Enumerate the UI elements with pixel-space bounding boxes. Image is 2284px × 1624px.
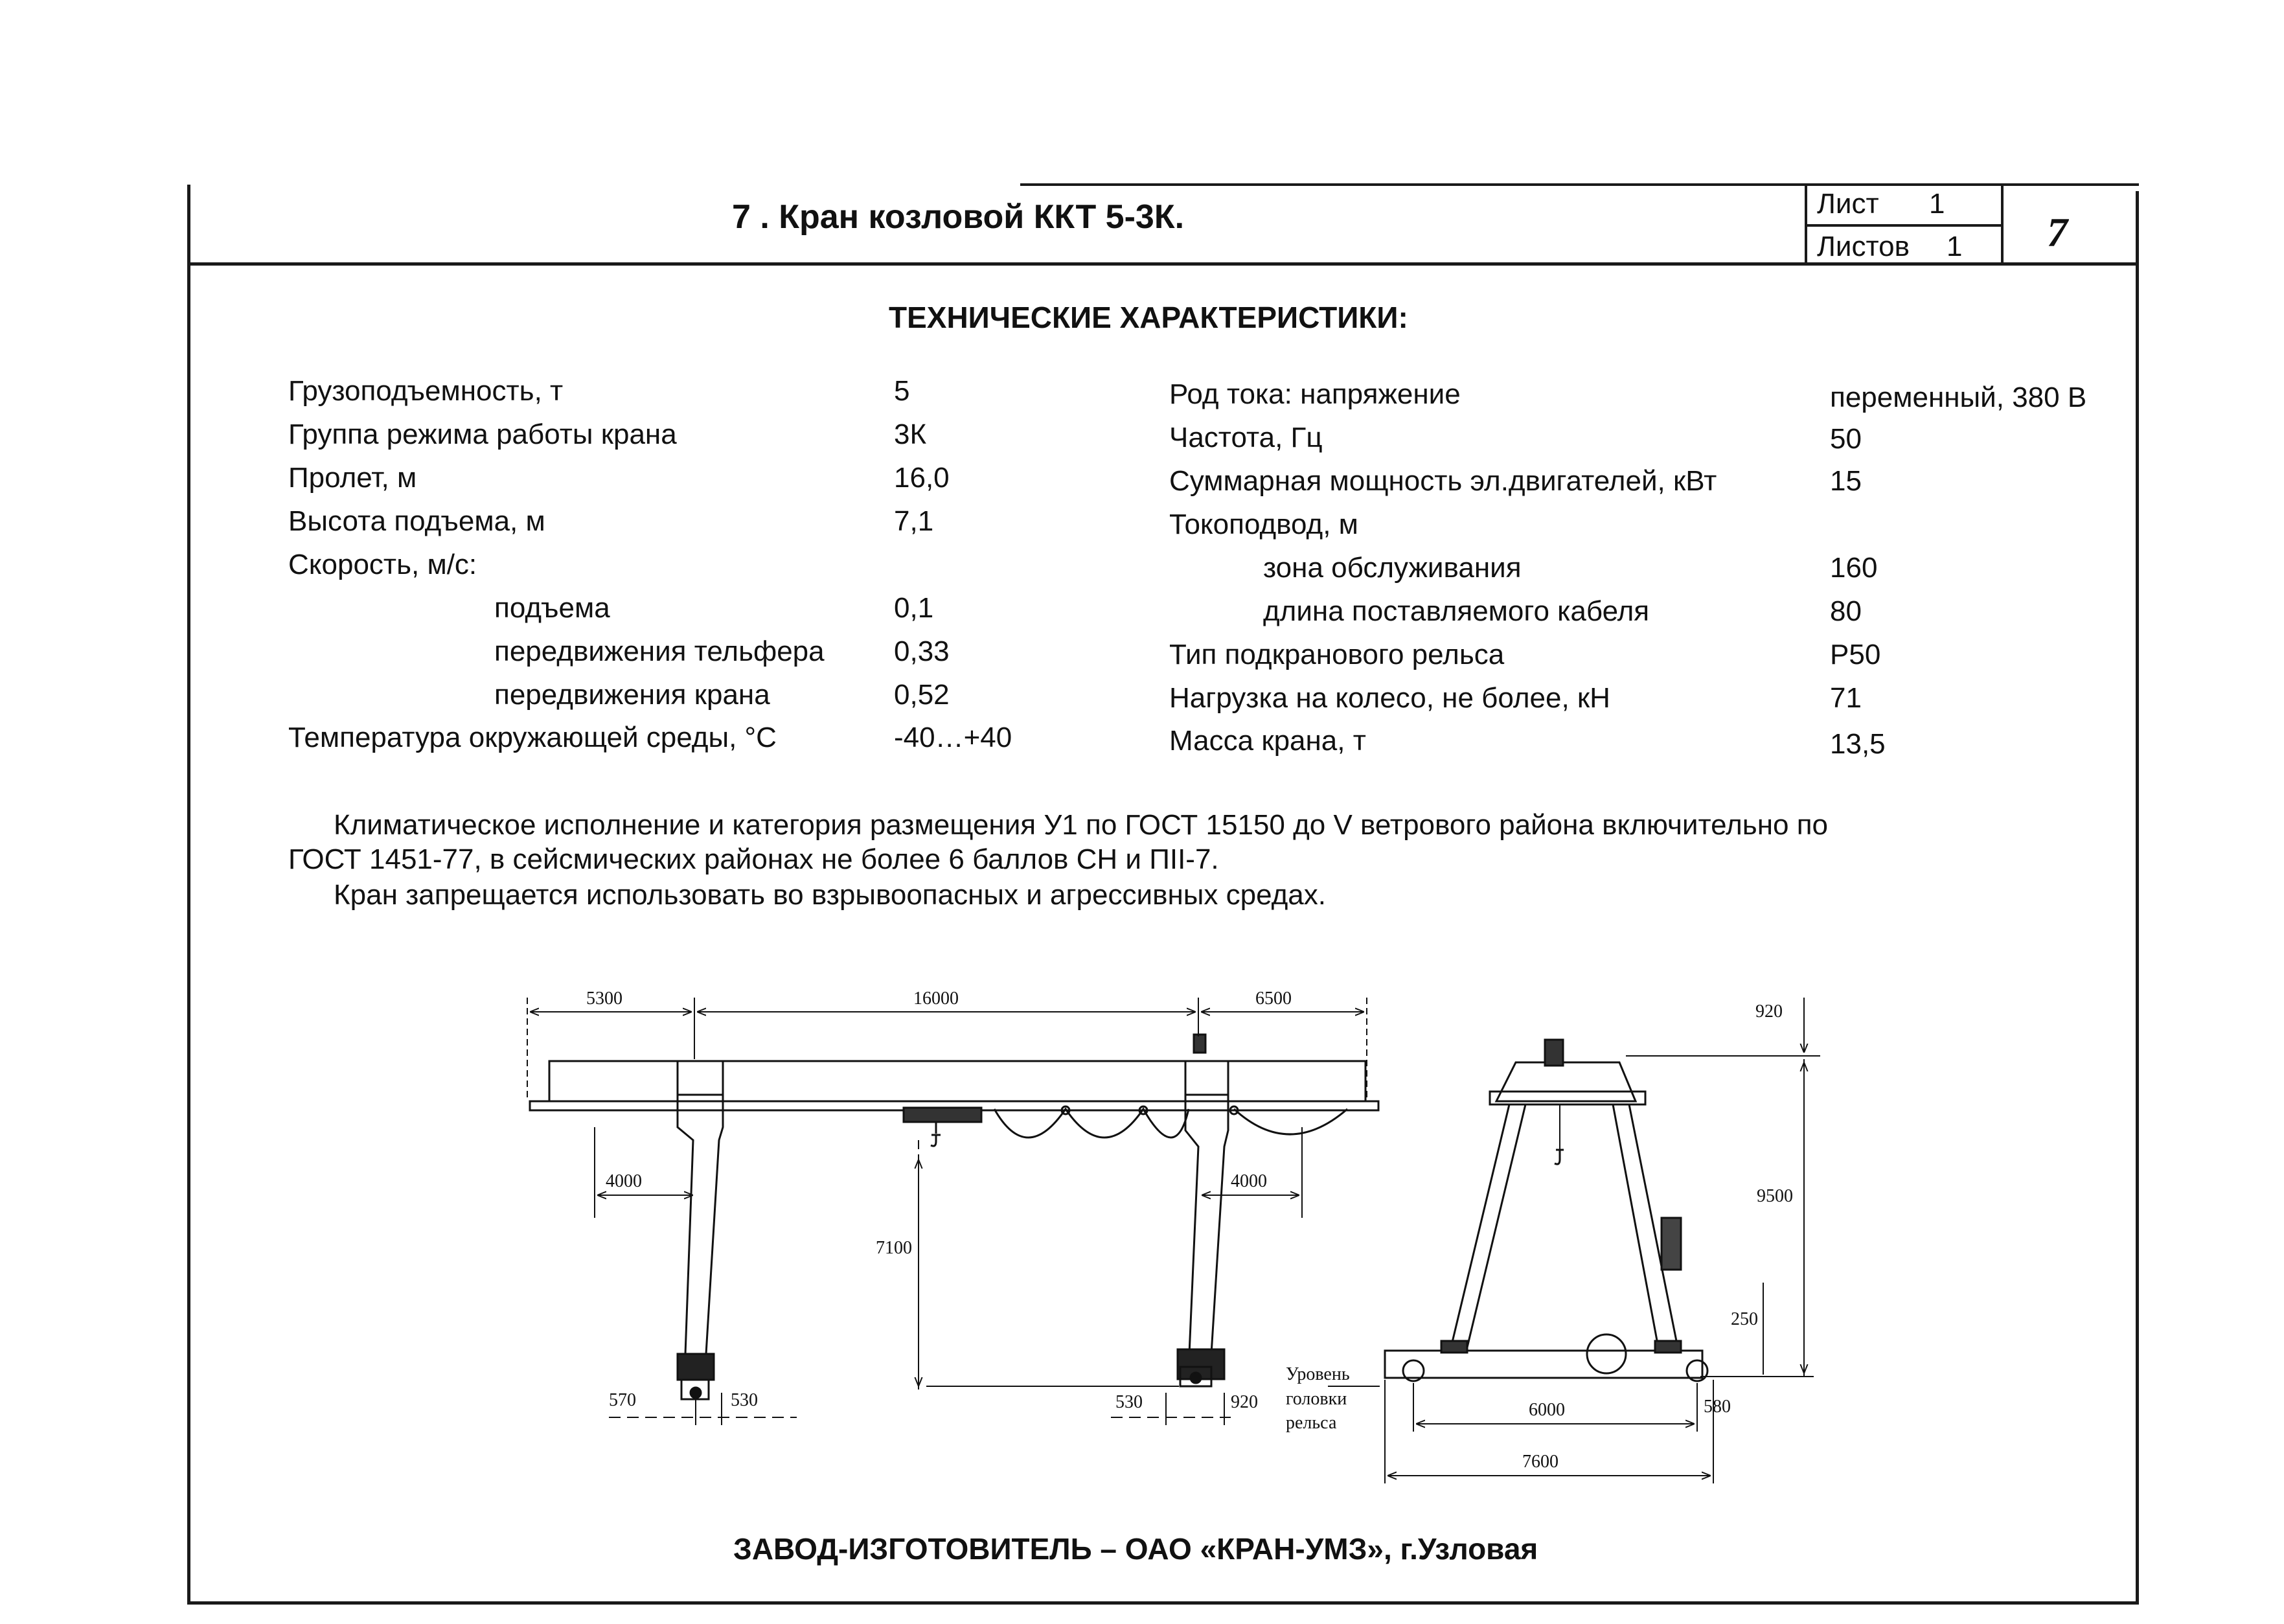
right-wheel-hub: [1191, 1373, 1201, 1383]
spec-left-label: Группа режима работы крана: [288, 418, 677, 450]
left-bogie: [678, 1354, 714, 1380]
side-top-plate: [1490, 1092, 1645, 1104]
dim-left-wheel-b: 530: [731, 1390, 758, 1410]
side-cable-drum: [1662, 1218, 1681, 1270]
dim-right-cantilever: 6500: [1255, 989, 1292, 1009]
spec-left-label: передвижения крана: [494, 679, 770, 711]
spec-right-value: 80: [1830, 595, 1862, 627]
spec-left-value: 0,33: [894, 635, 950, 667]
spec-right-label: Род тока: напряжение: [1169, 378, 1461, 410]
side-view: [1385, 1040, 1707, 1381]
spec-right-value: 71: [1830, 682, 1862, 714]
sheets-value: 1: [1947, 231, 1963, 262]
sheet-number: 7: [2047, 209, 2068, 255]
left-wheel-hub: [691, 1388, 701, 1398]
spec-right-label: Нагрузка на колесо, не более, кН: [1169, 682, 1610, 714]
dim-span: 16000: [913, 989, 959, 1009]
dim-left-cantilever: 5300: [586, 989, 622, 1009]
sheet-value: 1: [1929, 188, 1945, 220]
spec-left-label: Температура окружающей среды, °С: [288, 722, 777, 753]
spec-left-value: 16,0: [894, 462, 950, 494]
left-leg: [678, 1061, 723, 1354]
spec-right-value: Р50: [1830, 639, 1881, 670]
dim-top-offset: 920: [1755, 1001, 1783, 1022]
spec-left-value: 0,52: [894, 679, 950, 711]
dim-wheel-base: 6000: [1529, 1400, 1565, 1420]
hoist-trolley: [904, 1108, 981, 1122]
dim-right-wheel-b: 920: [1231, 1392, 1258, 1412]
spec-left-label: подъема: [494, 592, 610, 624]
side-leg-foot: [1655, 1341, 1681, 1353]
rail-label-line-2: головки: [1286, 1389, 1347, 1409]
side-cable-reel: [1587, 1334, 1626, 1373]
cable-festoon: [994, 1109, 1189, 1138]
spec-right-value: 13,5: [1830, 728, 1886, 760]
side-hoist-motor: [1545, 1040, 1563, 1066]
rail-label-line-3: рельса: [1286, 1413, 1337, 1433]
top-cab: [1194, 1035, 1205, 1053]
spec-left-value: -40…+40: [894, 722, 1012, 753]
right-leg: [1185, 1061, 1228, 1354]
cable-festoon-right: [1234, 1109, 1347, 1134]
spec-left-label: Скорость, м/с:: [288, 549, 477, 580]
spec-right-label: Масса крана, т: [1169, 725, 1366, 757]
spec-left-label: передвижения тельфера: [494, 635, 825, 667]
specs-title: ТЕХНИЧЕСКИЕ ХАРАКТЕРИСТИКИ:: [889, 301, 1408, 334]
rail-label-line-1: Уровень: [1286, 1364, 1350, 1384]
spec-left-value: 7,1: [894, 505, 934, 537]
spec-right-label: Токоподвод, м: [1169, 509, 1358, 540]
spec-left-value: 3К: [894, 418, 927, 450]
front-view: [530, 1035, 1378, 1399]
note-line-1: Климатическое исполнение и категория размещения У1 по ГОСТ 15150 до V ветрового района включительно по: [334, 809, 1829, 841]
spec-right-value: 15: [1830, 465, 1862, 497]
dim-rail-height: 250: [1731, 1309, 1758, 1329]
dim-right-wheel-a: 530: [1115, 1392, 1143, 1412]
page-title: 7 . Кран козловой ККТ 5-3К.: [732, 198, 1185, 236]
dim-overall-base: 7600: [1522, 1452, 1559, 1472]
spec-right-label: длина поставляемого кабеля: [1263, 595, 1650, 627]
manufacturer-footer: ЗАВОД-ИЗГОТОВИТЕЛЬ – ОАО «КРАН-УМЗ», г.Узловая: [733, 1532, 1538, 1566]
spec-right-label: зона обслуживания: [1263, 552, 1522, 584]
sheet-label: Лист: [1817, 188, 1879, 220]
side-base-frame: [1385, 1351, 1702, 1378]
side-top-beam: [1496, 1062, 1636, 1101]
dim-right-reach: 4000: [1231, 1171, 1267, 1191]
spec-left-value: 0,1: [894, 592, 934, 624]
spec-left-value: 5: [894, 375, 910, 407]
side-left-leg: [1451, 1104, 1525, 1347]
side-leg-foot: [1441, 1341, 1467, 1353]
note-line-2: ГОСТ 1451-77, в сейсмических районах не более 6 баллов СН и ПII-7.: [288, 843, 1219, 875]
hoist-hook: [931, 1122, 941, 1146]
sheets-label: Листов: [1817, 231, 1910, 262]
dim-left-reach: 4000: [606, 1171, 642, 1191]
dim-lift-height: 7100: [876, 1238, 912, 1258]
spec-right-label: Тип подкранового рельса: [1169, 639, 1505, 670]
girder-top: [549, 1061, 1365, 1101]
spec-right-label: Частота, Гц: [1169, 422, 1323, 453]
spec-right-value: 50: [1830, 423, 1862, 455]
spec-left-label: Высота подъема, м: [288, 505, 545, 537]
dim-total-height: 9500: [1757, 1186, 1793, 1206]
spec-right-value: 160: [1830, 552, 1878, 584]
dim-offset: 580: [1704, 1397, 1731, 1417]
side-hook: [1555, 1150, 1564, 1164]
spec-right-label: Суммарная мощность эл.двигателей, кВт: [1169, 465, 1717, 497]
note-line-3: Кран запрещается использовать во взрывоопасных и агрессивных средах.: [334, 879, 1326, 911]
spec-left-label: Грузоподъемность, т: [288, 375, 564, 407]
dim-left-wheel-a: 570: [609, 1390, 636, 1410]
spec-right-value: переменный, 380 В: [1830, 382, 2087, 413]
spec-left-label: Пролет, м: [288, 462, 417, 494]
